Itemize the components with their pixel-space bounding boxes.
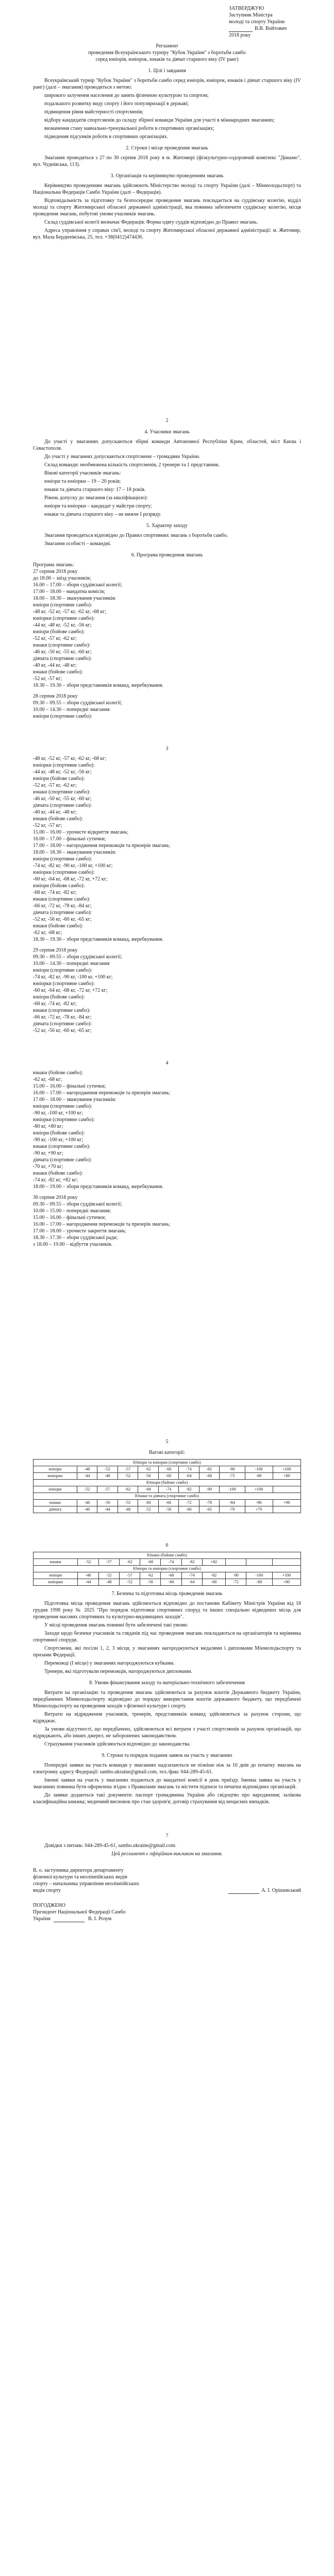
schedule-intro: Програма змагань: [33, 562, 74, 568]
signature-line [228, 1893, 259, 1894]
schedule-line: -52 кг, -57 кг; [33, 823, 62, 828]
schedule-line: -70 кг, +70 кг; [33, 1164, 63, 1170]
s8-p3: За умови відсутності, що передбачено, здійснюються всі витрати з участі спортсменів за рахунок організацій, що відряджають, або інших джерел, не заборонених законодавством. [33, 1726, 301, 1739]
table-cell: -74 [181, 1572, 202, 1579]
schedule-line: юнаки (спортивне самбо): [33, 896, 91, 902]
s9-p2: Іменні заявки на участь у змаганнях подаються до мандатної комісії в день приїзду. Іменна заявка на участь у змаганнях повинна бути оформлена згідно з Правилами змагань та містити підписи та печатки відповідних організацій. [33, 1777, 301, 1790]
page-number-7: 7 [165, 1833, 169, 1839]
table-cell: -55 [118, 1500, 138, 1506]
schedule-line: 16.00 – 17.00 – збори суддівської колегії; [33, 582, 122, 588]
schedule-line: юнаки (бойове самбо): [33, 1171, 83, 1176]
schedule-line: юніорки (спортивне самбо): [33, 616, 95, 621]
table-cell: -60 [158, 1473, 178, 1480]
schedule-cont-2 [33, 1070, 301, 1248]
schedule-line: -68 кг, -74 кг, -82 кг; [33, 890, 77, 895]
table-cell: -52 [98, 1572, 119, 1579]
schedule-line: юніори (спортивне самбо): [33, 856, 92, 862]
schedule-line: юніори (спортивне самбо): [33, 714, 92, 719]
s1-p4: підвищення рівня майстерності спортсменів; [44, 109, 144, 115]
section-3-heading: 3. Організація та керівництво проведенням змагань [110, 173, 224, 179]
weight-table-1 [33, 1459, 301, 1513]
schedule-line: 18.00 – 18.30 – зважування учасників: [33, 850, 116, 855]
schedule-line: -52 кг, -56 кг, -60 кг, -65 кг; [33, 1028, 92, 1033]
section-9-heading: 9. Строки та порядок подання заявок на участь у змаганнях [102, 1753, 232, 1758]
weight-table-title: Вагові категорії: [149, 1450, 185, 1455]
schedule-line: -46 кг, -50 кг, -55 кг, -60 кг; [33, 649, 92, 655]
table-cell: -60 [179, 1506, 199, 1513]
table-cell: дівчата [34, 1506, 77, 1513]
table-cell: +80 [273, 1473, 300, 1480]
schedule-line: 18.00 – 19.00 – збори представників команд, жеребкування. [33, 1184, 163, 1190]
schedule-line: 15.00 – 16.00 – фінальні сутички; [33, 1215, 106, 1221]
table-cell [225, 1559, 246, 1566]
s4-p3: Склад команди: необмежена кількість спортсменів, 2 тренери та 1 представник. [44, 462, 220, 468]
s7-p4: Спортсмени, які посіли 1, 2, 3 місця, у змаганнях нагороджуються медалями і дипломами Мінмолодьспорту та призами Федерації. [33, 1646, 301, 1658]
schedule [33, 562, 301, 720]
table-cell: -56 [138, 1473, 158, 1480]
table-cell: -48 [118, 1506, 138, 1513]
table-row [34, 1579, 301, 1586]
approval-block [229, 5, 301, 39]
table-row [34, 1480, 301, 1486]
schedule-line: юнаки (спортивне самбо): [33, 642, 91, 648]
table-cell: -60 [138, 1500, 158, 1506]
schedule-line: -52 кг, -57 кг, -62 кг; [33, 783, 77, 788]
schedule-line: 15.00 – 16.00 – урочисте відкриття змагань; [33, 829, 129, 835]
agreed-position-1: Президент Національної Федерації Самбо [33, 1909, 126, 1915]
table-row [34, 1460, 301, 1466]
table-row [34, 1493, 301, 1500]
s3-p3: Склад суддівської колегії визначає Федерація. Форма одягу суддів відповідно до Правил змагань. [44, 219, 258, 225]
table-cell: -50 [97, 1500, 118, 1506]
table-row [34, 1572, 301, 1579]
section-2-heading: 2. Строки і місце проведення змагань [126, 145, 208, 151]
table-cell: -68 [199, 1473, 219, 1480]
schedule-line: юнаки (спортивне самбо): [33, 1144, 91, 1149]
table-cell: -64 [181, 1579, 202, 1586]
table-group-header: Юніори та юніорки (спортивне самбо) [34, 1566, 301, 1572]
table-cell: -62 [140, 1572, 161, 1579]
s5-p2: Змагання особисті – командні. [44, 541, 111, 547]
schedule-line: юніори (спортивне самбо): [33, 1104, 92, 1109]
table-cell: +100 [273, 1466, 300, 1473]
table-row [34, 1566, 301, 1572]
schedule-line: 16.00 – 17.00 – нагородження переможців та призерів змагань; [33, 1222, 171, 1227]
table-cell: -57 [119, 1572, 140, 1579]
table-cell: -90 [225, 1572, 246, 1579]
table-cell [246, 1559, 273, 1566]
s4-p4: Вікові категорії учасників змагань: [44, 470, 121, 476]
schedule-line: -68 кг, -74 кг, -82 кг; [33, 1001, 77, 1007]
schedule-line: -44 кг, -48 кг, -52 кг, -56 кг; [33, 622, 92, 628]
s3-p1: Керівництво проведенням змагань здійснюють Міністерство молоді та спорту України (далі – Мінмолодьспорт) та Національна Федерація Самбо України (далі – Федерація). [33, 183, 301, 195]
table-cell: -78 [199, 1500, 219, 1506]
table-cell: -74 [161, 1559, 181, 1566]
s4-p6: юнаки та дівчата старшого віку: 17 – 18 років. [44, 487, 146, 493]
table-cell: -60 [161, 1579, 181, 1586]
table-cell: +70 [245, 1506, 273, 1513]
s4-p8: юніори та юніорки – кандидат у майстри спорту; [44, 503, 152, 509]
s4-p9: юнаки та дівчата старшого віку – не нижче I розряду. [44, 512, 161, 517]
schedule-line: 10.00 – 14.30 – попередні змагання [33, 707, 110, 713]
approval-heading: ЗАТВЕРДЖУЮ [229, 6, 264, 11]
s7-p1: Підготовка місць проведення змагань здійснюється відповідно до постанови Кабінету Міністрів України від 18 грудня 1998 року № 2025 "Про порядок підготовки спортивних споруд та інших спеціально відведених місць для проведення масових спортивних та культурно-видовищних заходів". [33, 1601, 301, 1620]
schedule-line: 18.30 – 19.30 – збори представників команд, жеребкування. [33, 683, 163, 688]
table-cell: -82 [181, 1559, 202, 1566]
table-row [34, 1500, 301, 1506]
table-cell: -52 [78, 1559, 98, 1566]
table-cell: -74 [158, 1486, 178, 1493]
schedule-line: -90 кг, +90 кг; [33, 1150, 63, 1156]
s2-p1: Змагання проводяться з 27 по 30 серпня 2018 року в м. Житомирі (фізкультурно-оздоровчий комплекс "Динамо", вул. Чуднівська, 113). [33, 155, 301, 167]
schedule-line: 10.00 – 14.30 – попередні змагання [33, 961, 110, 967]
table-cell: юнаки [34, 1559, 78, 1566]
table-cell: -62 [118, 1486, 138, 1493]
footer-position-1: В. о. заступника директора департаменту [33, 1868, 124, 1873]
approval-name: В.В. Войтович [255, 26, 287, 31]
table-row [34, 1506, 301, 1513]
weight-table-2 [33, 1552, 301, 1586]
schedule-line: 17.00 – 18.00 – нагородження переможців та призерів змагань; [33, 843, 171, 849]
table-cell: -90 [199, 1486, 219, 1493]
schedule-line: 16.00 – 17.00 – фінальні сутички; [33, 836, 106, 842]
page-number-4: 4 [165, 1060, 169, 1066]
table-cell: -57 [97, 1486, 118, 1493]
schedule-line: -62 кг, -68 кг; [33, 1077, 62, 1082]
schedule-day-28: 28 серпня 2018 року [33, 693, 78, 699]
schedule-line: -60 кг, -64 кг, -68 кг, -72 кг, +72 кг; [33, 988, 108, 993]
table-cell: -100 [245, 1466, 273, 1473]
table-cell: -90 [245, 1500, 273, 1506]
table-cell [273, 1506, 300, 1513]
s7-p3: Заходи щодо безпеки учасників та глядачів під час проведення змагань покладаються на організаторів та керівника спортивної споруди. [33, 1631, 301, 1643]
table-cell: -44 [78, 1579, 98, 1586]
agreed-name: В. І. Розум [88, 1916, 112, 1922]
table-cell: юнаки [34, 1500, 77, 1506]
table-cell: -100 [246, 1572, 273, 1579]
schedule-cont-1 [33, 755, 301, 1034]
page-number-3: 3 [165, 746, 169, 752]
table-cell: -44 [77, 1473, 97, 1480]
schedule-line: 18.30 – 19.30 – збори представників команд, жеребкування. [33, 937, 163, 942]
footer-position-2: фізичної культури та неолімпійських видів [33, 1874, 127, 1880]
schedule-line: -74 кг, -82 кг, +82 кг; [33, 1177, 78, 1183]
schedule-line: -40 кг, -44 кг, -48 кг; [33, 663, 77, 668]
schedule-line: юніорки (спортивне самбо): [33, 981, 95, 987]
s4-p2: До участі у змаганнях допускаються спортсмени – громадяни України. [44, 454, 201, 460]
approval-position: Заступник Міністра [229, 12, 273, 18]
table-cell: -80 [245, 1473, 273, 1480]
agreed-position-2: України [33, 1916, 51, 1922]
s5-p1: Змагання проводяться відповідно до Правил спортивних змагань з боротьби самбо. [44, 533, 228, 538]
table-cell: -48 [78, 1572, 98, 1579]
s3-p2: Відповідальність за підготовку та безпосереднє проведення змагань покладається на суддівську колегію, відділ молоді та спорту Житомирської обласної державної адміністрації, яка повинна забезпечити суддівську колегію, місця проведення змагань, побутові умови учасників змагань. [33, 198, 301, 217]
schedule-line: 18.30 – 17.30 – збори суддівської ради; [33, 1235, 118, 1241]
schedule-day-29: 29 серпня 2018 року [33, 947, 78, 953]
schedule-line: юнаки (бойове самбо): [33, 816, 83, 822]
table-cell: -64 [179, 1473, 199, 1480]
table-cell: -52 [119, 1579, 140, 1586]
s9-p1: Попередні заявки на участь команди у змаганнях надсилаються не пізніше ніж за 10 днів до початку змагань на електронну адресу Федерації: sambo.ukraine@gmail.com, тел./факс 044-289-45-61. [33, 1762, 301, 1775]
schedule-line: 16.00 – 17.00 – нагородження переможців та призерів змагань; [33, 1090, 171, 1096]
schedule-line: -46 кг, -50 кг, -55 кг, -60 кг; [33, 796, 92, 802]
table-row [34, 1552, 301, 1559]
page-number-2: 2 [165, 418, 169, 423]
s3-p4: Адреса управління у справах сім'ї, молоді та спорту Житомирської обласної державної адміністрації: м. Житомир, вул. Мала Бердичівська, 25, тел. +38(0412)474436. [33, 228, 301, 240]
schedule-line: юніори (бойове самбо): [33, 776, 85, 782]
table-cell: -66 [158, 1500, 178, 1506]
table-cell: -82 [179, 1486, 199, 1493]
schedule-line: -66 кг, -72 кг, -78 кг, -84 кг; [33, 903, 92, 909]
schedule-line: юніорки (спортивне самбо): [33, 1117, 95, 1123]
footer-signature [33, 1867, 301, 1922]
section-5-heading: 5. Характер заходу [146, 523, 188, 529]
table-cell: -68 [202, 1579, 225, 1586]
schedule-line: -48 кг, -52 кг, -57 кг, -62 кг, -68 кг; [33, 609, 107, 615]
table-cell: +82 [202, 1559, 225, 1566]
schedule-line: дівчата (спортивне самбо): [33, 1157, 92, 1163]
doc-title: Регламент [156, 43, 178, 49]
table-cell: -57 [98, 1559, 119, 1566]
schedule-line: юніорки (спортивне самбо): [33, 870, 95, 875]
s4-p7: Рівень допуску до змагання (за кваліфікацією): [44, 495, 148, 501]
s8-p4: Страхування учасників здійснюється відповідно до законодавства. [44, 1741, 191, 1747]
table-cell: -48 [98, 1579, 119, 1586]
table-cell: -72 [179, 1500, 199, 1506]
schedule-line: з 18.00 – 19.00 – відбуття учасників. [33, 1242, 112, 1247]
schedule-line: юніори (спортивне самбо): [33, 602, 92, 608]
table-cell: -72 [225, 1579, 246, 1586]
s1-p7: підведення підсумків роботи в спортивних організаціях. [44, 134, 169, 140]
table-cell: +90 [273, 1500, 300, 1506]
schedule-line: 09.30 – 09.55 – збори суддівської колегії; [33, 700, 122, 706]
table-cell: юніори [34, 1486, 77, 1493]
table-cell: -57 [118, 1466, 138, 1473]
table-cell: -52 [77, 1486, 97, 1493]
schedule-line: -40 кг, -44 кг, -48 кг; [33, 809, 77, 815]
table-cell: -70 [220, 1506, 245, 1513]
table-cell: -56 [158, 1506, 178, 1513]
page-number-6: 6 [165, 1543, 169, 1548]
table-cell: -80 [246, 1579, 273, 1586]
schedule-line: юнаки (спортивне самбо): [33, 1008, 91, 1013]
s4-p5: юніори та юніорки – 19 – 20 років; [44, 479, 121, 484]
table-row [34, 1473, 301, 1480]
schedule-line: юнаки (бойове самбо): [33, 1070, 83, 1076]
table-group-header: Юніори (бойове самбо) [34, 1480, 301, 1486]
table-cell: юніори [34, 1466, 77, 1473]
table-row [34, 1486, 301, 1493]
schedule-line: до 18.00 – заїзд учасників; [33, 575, 91, 581]
schedule-line: юнаки (бойове самбо): [33, 669, 83, 675]
table-cell: -68 [161, 1572, 181, 1579]
schedule-line: юніори (бойове самбо): [33, 629, 85, 635]
section-8-heading: 8. Умови фінансування заходу та матеріально-технічного забезпечення [89, 1680, 245, 1686]
schedule-line: 15.00 – 16.00 – фінальні сутички; [33, 1083, 106, 1089]
schedule-line: -44 кг, -48 кг, -52 кг, -56 кг; [33, 769, 92, 775]
schedule-line: дівчата (спортивне самбо): [33, 910, 92, 916]
s7-p5: Переможці (І місце) у змаганнях нагороджуються кубками. [44, 1660, 175, 1666]
schedule-line: юніори (бойове самбо): [33, 883, 85, 889]
section-6-heading: 6. Програма проведення змагань [131, 552, 203, 558]
approval-date: 2018 року [229, 32, 251, 38]
s1-p1: Всеукраїнський турнір "Кубок України" з боротьби самбо серед юніорів, юніорок, юнаків і дівчат старшого віку (IV ранг) (далі – змагання) проводиться з метою: [33, 78, 301, 90]
s8-p2: Витрати на відрядження учасників, тренерів, представників команд здійснюються за рахунок сторони, що відряджає. [33, 1711, 301, 1724]
table-cell: -100 [220, 1486, 245, 1493]
table-cell: +100 [272, 1572, 300, 1579]
table-cell: -44 [97, 1506, 118, 1513]
schedule-line: 17.00 – 18.00 – урочисте закриття змагань; [33, 1228, 126, 1234]
schedule-line: юніори (бойове самбо): [33, 994, 85, 1000]
schedule-day-27: 27 серпня 2018 року [33, 569, 78, 574]
table-cell: -68 [158, 1466, 178, 1473]
schedule-line: 09.30 – 09.55 – збори суддівської колегії; [33, 954, 122, 960]
table-cell: -65 [199, 1506, 219, 1513]
schedule-line: 10.00 – 15.00 – попередні змагання; [33, 1208, 111, 1214]
s1-p6: визначення стану навчально-тренувальної роботи в спортивних організаціях; [44, 126, 214, 131]
table-cell: -48 [97, 1473, 118, 1480]
schedule-line: 17.00 – 18.00 – мандатна комісія; [33, 589, 105, 595]
schedule-line: дівчата (спортивне самбо): [33, 1021, 92, 1027]
s9-p3: До заявки додаються такі документи: паспорт громадянина України або свідоцтво про народження; залікова класифікаційна книжка; медичний висновок про стан здоров'я; договір страхування від нещасних випадків. [33, 1792, 301, 1805]
schedule-line: 17.00 – 18.00 – зважування учасників: [33, 1097, 116, 1103]
agreed-heading: ПОГОДЖЕНО [33, 1903, 66, 1908]
schedule-day-30: 30 серпня 2018 року [33, 1195, 78, 1200]
schedule-line: -74 кг, -82 кг, -90 кг, -100 кг, +100 кг; [33, 974, 113, 980]
schedule-line: -80 кг, +80 кг; [33, 1124, 63, 1129]
schedule-line: -60 кг, -64 кг, -68 кг, -72 кг, +72 кг; [33, 876, 108, 882]
table-cell: юніорки [34, 1579, 78, 1586]
table-cell: -84 [220, 1500, 245, 1506]
table-cell: -68 [138, 1486, 158, 1493]
s9-p4: Довідки з питань: 044-289-45-61, sambo.ukraine@gmail.com. [44, 1843, 177, 1849]
s7-p2: У місці проведення змагань повинні бути забезпечені такі умови: [44, 1622, 188, 1628]
doc-subtitle-1: проведення Всеукраїнського турніру "Кубок України" з боротьби самбо [88, 50, 246, 56]
section-7-heading: 7. Безпека та підготовка місць проведення змагань [111, 1591, 223, 1597]
table-cell: +100 [245, 1486, 273, 1493]
schedule-line: -62 кг, -68 кг; [33, 930, 62, 936]
table-cell: -40 [77, 1506, 97, 1513]
schedule-line: дівчата (спортивне самбо): [33, 803, 92, 808]
table-cell: юніори [34, 1572, 78, 1579]
table-cell: -72 [220, 1473, 245, 1480]
table-cell: -52 [138, 1506, 158, 1513]
approval-ministry: молоді та спорту України [229, 19, 285, 25]
schedule-line: юнаки (бойове самбо): [33, 923, 83, 929]
table-cell: +80 [272, 1579, 300, 1586]
schedule-line: дівчата (спортивне самбо): [33, 656, 92, 662]
table-row [34, 1559, 301, 1566]
schedule-line: юнаки (спортивне самбо): [33, 789, 91, 795]
table-cell [272, 1559, 300, 1566]
schedule-line: юніори (спортивне самбо): [33, 968, 92, 973]
schedule-line: 09.30 – 09.55 – збори суддівської колегії; [33, 1201, 122, 1207]
s7-p6: Тренери, які підготували переможців, нагороджуються дипломами. [44, 1669, 192, 1674]
doc-subtitle-2: серед юніорів, юніорок, юнаків та дівчат старшого віку (IV ранг) [95, 57, 239, 62]
table-cell: -52 [97, 1466, 118, 1473]
schedule-line: -66 кг, -72 кг, -78 кг, -84 кг; [33, 1014, 92, 1020]
section-4-heading: 4. Учасники змагань [144, 429, 190, 435]
s1-p3: подальшого розвитку виду спорту і його популяризації в державі; [44, 101, 189, 107]
table-group-header: Юнаки та дівчата (спортивне самбо) [34, 1493, 301, 1500]
schedule-line: юніорки (спортивне самбо): [33, 762, 95, 768]
section-1-heading: 1. Цілі і завдання [148, 68, 186, 74]
table-cell: -48 [77, 1466, 97, 1473]
footer-position-3: спорту – начальника управління неолімпійських [33, 1881, 140, 1887]
s1-p5: відбору кандидатів спортсменів до складу збірної команди України для участі в міжнародних змаганнях; [44, 117, 275, 123]
table-cell: -82 [199, 1466, 219, 1473]
table-cell: -46 [77, 1500, 97, 1506]
table-cell: -90 [220, 1466, 245, 1473]
table-group-header: Юнаки (бойове самбо) [34, 1552, 301, 1559]
schedule-line: 18.00 – 18.30 – зважування учасників: [33, 596, 116, 601]
table-cell [273, 1486, 300, 1493]
s8-p1: Витрати на організацію та проведення змагань здійснюються за рахунок коштів Державного бюджету України, передбачених Мінмолодьспорту відповідно до порядку використання коштів державного бюджету, що передбачені Мінмолодьспорту на проведення заходів з фізичної культури і спорту. [33, 1690, 301, 1709]
s1-p2: широкого залучення населення до занять фізичною культурою та спортом; [44, 93, 209, 98]
table-cell: -68 [140, 1559, 161, 1566]
schedule-line: -52 кг, -57 кг; [33, 676, 62, 682]
table-cell: -62 [138, 1466, 158, 1473]
schedule-line: -48 кг, -52 кг, -57 кг, -62 кг, -68 кг; [33, 756, 107, 761]
table-row [34, 1466, 301, 1473]
table-cell: юніорки [34, 1473, 77, 1480]
s9-p5: Цей регламент є офіційним викликом на змагання. [111, 1851, 223, 1857]
table-group-header: Юніори та юніорки (спортивне самбо) [34, 1460, 301, 1466]
schedule-line: -52 кг, -56 кг, -60 кг, -65 кг; [33, 917, 92, 922]
table-cell: -52 [118, 1473, 138, 1480]
table-cell: -56 [140, 1579, 161, 1586]
schedule-line: -52 кг, -57 кг, -62 кг; [33, 636, 77, 641]
schedule-line: -90 кг, -100 кг, +100 кг; [33, 1110, 84, 1116]
table-cell: -82 [202, 1572, 225, 1579]
schedule-line: -74 кг, -82 кг, -90 кг, -100 кг, +100 кг; [33, 863, 113, 869]
schedule-line: юніори (бойове самбо): [33, 1130, 85, 1136]
page-number-5: 5 [165, 1439, 169, 1445]
table-cell: -62 [119, 1559, 140, 1566]
table-cell: -74 [179, 1466, 199, 1473]
schedule-line: -90 кг, -100 кг, +100 кг; [33, 1137, 84, 1143]
footer-name-1: А. І. Орішевський [261, 1888, 301, 1893]
s4-p1: До участі у змаганнях допускаються збірні команди Автономної Республіки Крим, областей, міст Києва і Севастополя. [33, 439, 301, 451]
footer-position-4: видів спорту [33, 1888, 61, 1893]
